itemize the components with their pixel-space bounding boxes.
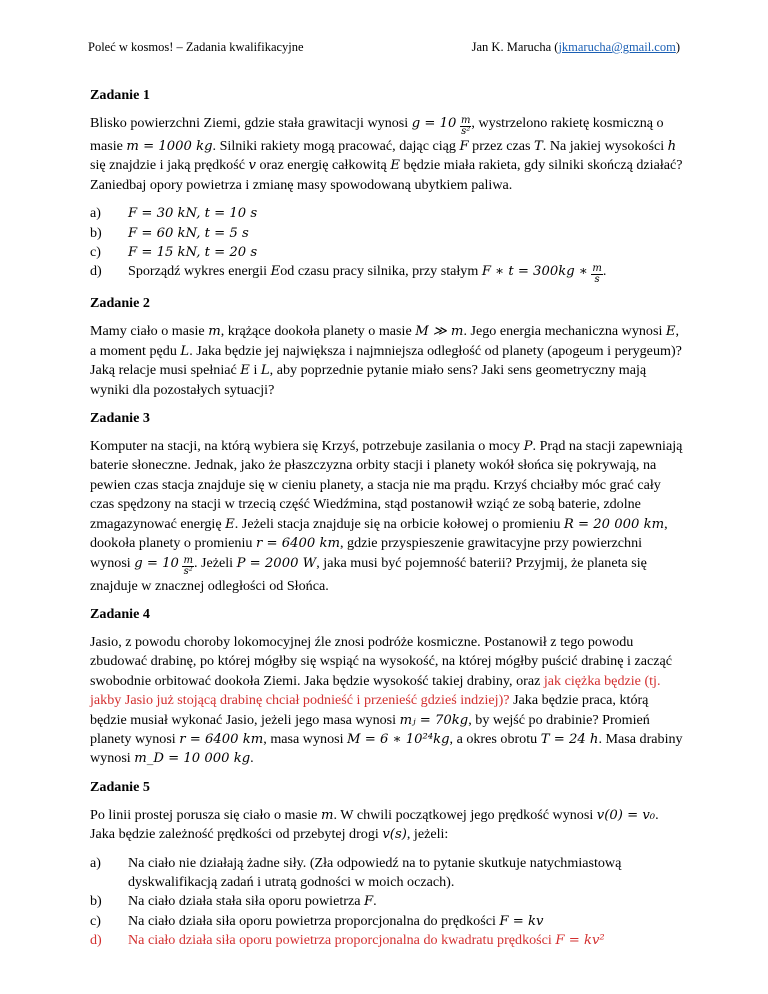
list-item: c) Na ciało działa siła oporu powietrza proporcjonalna do prędkości F = kv <box>90 912 544 929</box>
task-2-title: Zadanie 2 <box>90 295 150 312</box>
task-3-title: Zadanie 3 <box>90 410 150 427</box>
task-5-list <box>90 854 684 951</box>
task-5-text: Po linii prostej porusza się ciało o masie m. W chwili początkowej jego prędkość wynosi v(0) = v₀. Jaka będzie zależność prędkości od przebytej drogi v(s), jeżeli: <box>90 806 659 843</box>
task-4-title: Zadanie 4 <box>90 605 150 622</box>
task-3-text: Komputer na stacji, na którą wybiera się Krzyś, potrzebuje zasilania o mocy P. Prąd na stacji zapewniają baterie słoneczne. Jednak, jako że płaszczyzna orbity stacji i planety wokół słońca się pokrywają, na pewien czas stacja znajduje się w cieniu planety, a stacja nie ma prądu. Krzyś chciałby móc grać cały czas spędzony na stacji w trzecią część Wiedźmina, stąd postanowił wziąć ze sobą baterie, zdolne zmagazynować energię E. Jeżeli stacja znajduje się na orbicie kołowej o promieniu R = 20 000 km, dookoła planety o promieniu r = 6400 km, gdzie przyspieszenie grawitacyjne przy powierzchni wynosi g = 10 $\frac{m}{\text{s²}}$ . Jeżeli P = 2000 W, jaka musi być pojemność baterii? Przyjmij, że planeta się znajduje w znacznej odległości od Słońca. <box>90 438 683 594</box>
task-2-text: Mamy ciało o masie m, krążące dookoła planety o masie M ≫ m. Jego energia mechaniczna wynosi E, a moment pędu L. Jaka będzie jej największa i najmniejsza odległość od planety (apogeum i perygeum)? Jaką relacje musi spełniać E i L, aby poprzednie pytanie miało sens? Jaki sens geometryczny mają wyniki dla pozostałych sytuacji? <box>90 323 682 398</box>
task-4-text: Jasio, z powodu choroby lokomocyjnej źle znosi podróże kosmiczne. Postanowił z tego powodu zbudować drabinę, po której mógłby się wspiąć na wysokość, na której mógłby puścić drabinę i zacząć swobodnie orbitować dookoła Ziemi. Jaka będzie wysokość takiej drabiny, oraz jak ciężka będzie (tj. jakby Jasio już stojącą drabinę chciał podnieść i przenieść gdzieś indziej)? Jaka będzie praca, którą będzie musiał wykonać Jasio, jeżeli jego masa wynosi mⱼ = 70kg, by wejść po drabinie? Promień planety wynosi r = 6400 km, masa wynosi M = 6 ∗ 10²⁴kg, a okres obrotu T = 24 h. Masa drabiny wynosi m_D = 10 000 kg. <box>90 633 683 767</box>
list-item: b) F = 60 kN, t = 5 s <box>90 224 249 241</box>
task-1-title: Zadanie 1 <box>90 87 150 103</box>
list-item: c) F = 15 kN, t = 20 s <box>90 244 258 261</box>
document-body <box>90 86 684 960</box>
header-author: Jan K. Marucha (jkmarucha@gmail.com) <box>471 40 680 54</box>
list-item: a) Na ciało nie działają żadne siły. (Zła odpowiedź na to pytanie skutkuje natychmiastową dyskwalifikacją zadań i utratą godności w moich oczach). <box>90 854 622 890</box>
list-item: b) Na ciało działa stała siła oporu powietrza F. <box>90 893 377 910</box>
task-1-list <box>90 204 684 285</box>
page-header <box>88 40 680 55</box>
header-title: Poleć w kosmos! – Zadania kwalifikacyjne <box>88 40 304 54</box>
list-item: a) F = 30 kN, t = 10 s <box>90 205 258 222</box>
author-email-link[interactable]: jkmarucha@gmail.com <box>558 40 676 54</box>
task-5-title: Zadanie 5 <box>90 778 150 795</box>
list-item: d) Na ciało działa siła oporu powietrza proporcjonalna do kwadratu prędkości F = kv² <box>90 932 605 949</box>
task-1-text: Blisko powierzchni Ziemi, gdzie stała grawitacji wynosi g = 10 $\frac{m}{\text{s²}}$ , wystrzelono rakietę kosmiczną o masie m = 1000 kg. Silniki rakiety mogą pracować, dając ciąg F przez czas T. Na jakiej wysokości h się znajdzie i jaką prędkość v oraz energię całkowitą E będzie miała rakieta, gdy silniki skończą działać? Zaniedbaj opory powietrza i zmianę masy spowodowaną ubytkiem paliwa. <box>90 115 683 193</box>
highlighted-text: jak ciężka będzie (tj. jakby Jasio już stojącą drabinę chciał podnieść i przenieść gdzieś indziej)? <box>90 672 661 709</box>
list-item: d) Sporządź wykres energii Eod czasu pracy silnika, przy stałym F ∗ t = 300kg ∗ $\frac{m}{s}$ . <box>90 263 607 286</box>
